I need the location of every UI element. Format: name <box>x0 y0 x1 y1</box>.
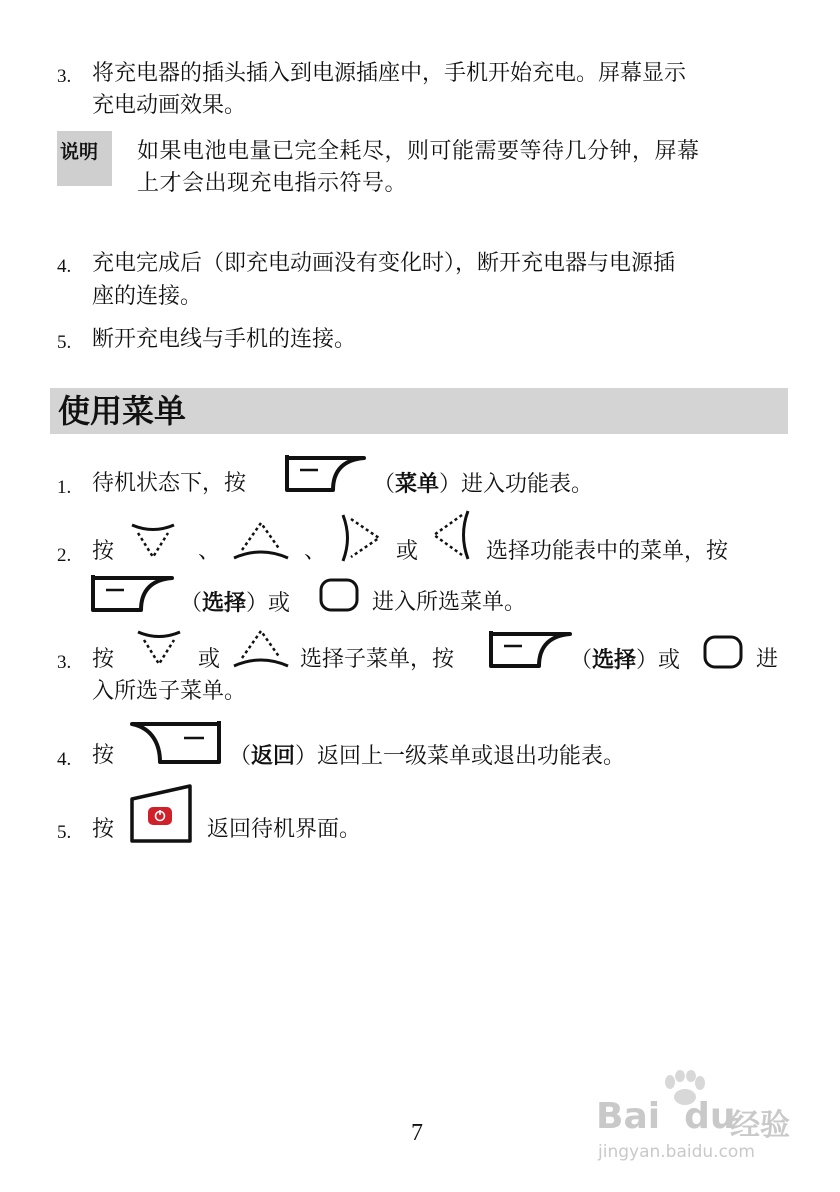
watermark-brand: Bai du <box>596 1096 736 1137</box>
step-text: 按 <box>92 817 115 842</box>
step-number: 3. <box>57 66 72 87</box>
step-text: 返回待机界面。 <box>207 817 362 842</box>
key-name: 菜单 <box>395 471 440 497</box>
step-text: 按 <box>92 539 115 564</box>
end-call-key-icon <box>128 783 194 845</box>
step-number: 3. <box>57 652 72 673</box>
left-soft-key-icon <box>90 572 174 616</box>
nav-up-key-icon <box>232 520 290 562</box>
nav-right-key-icon <box>337 513 383 563</box>
nav-down-key-icon <box>136 628 182 668</box>
key-name: 选择 <box>202 590 247 616</box>
step-text: （选择）或 <box>180 590 291 616</box>
step-text: （返回）返回上一级菜单或退出功能表。 <box>229 743 626 769</box>
separator: 、 <box>304 539 327 564</box>
step-text: 断开充电线与手机的连接。 <box>92 327 357 352</box>
step-text: 进入所选菜单。 <box>372 590 527 615</box>
note-text: 上才会出现充电指示符号。 <box>137 171 408 196</box>
key-name: 返回 <box>251 743 296 769</box>
key-name: 选择 <box>592 647 637 673</box>
step-number: 4. <box>57 749 72 770</box>
nav-up-key-icon <box>232 628 290 670</box>
step-text: 充电动画效果。 <box>92 93 247 118</box>
step-text: 选择功能表中的菜单，按 <box>486 539 729 564</box>
step-text: （菜单）进入功能表。 <box>373 471 594 497</box>
watermark <box>590 1070 820 1170</box>
step-text: 充电完成后（即充电动画没有变化时），断开充电器与电源插 <box>92 251 676 276</box>
ok-key-icon <box>318 577 360 613</box>
step-number: 2. <box>57 545 72 566</box>
left-soft-key-icon <box>488 628 572 672</box>
section-title: 使用菜单 <box>58 392 187 430</box>
step-text: 入所选子菜单。 <box>92 679 247 704</box>
step-text: 按 <box>92 743 115 768</box>
watermark-url: jingyan.baidu.com <box>598 1142 755 1162</box>
nav-down-key-icon <box>130 521 176 561</box>
step-number: 5. <box>57 822 72 843</box>
step-text: 按 <box>92 647 115 672</box>
step-text: （选择）或 <box>570 647 681 673</box>
right-soft-key-icon <box>130 718 222 768</box>
page-number: 7 <box>411 1120 423 1146</box>
note-label: 说明 <box>60 141 99 163</box>
section-header <box>50 388 788 434</box>
step-text: 将充电器的插头插入到电源插座中，手机开始充电。屏幕显示 <box>92 61 687 86</box>
separator: 、 <box>198 539 221 564</box>
or-text: 或 <box>396 539 419 564</box>
note-text: 如果电池电量已完全耗尽，则可能需要等待几分钟，屏幕 <box>137 139 700 164</box>
step-text: 选择子菜单，按 <box>300 647 455 672</box>
nav-left-key-icon <box>430 509 476 561</box>
step-number: 5. <box>57 332 72 353</box>
step-number: 4. <box>57 256 72 277</box>
step-text: 待机状态下，按 <box>92 471 247 496</box>
note-label-box <box>57 131 112 186</box>
ok-key-icon <box>702 634 744 670</box>
step-number: 1. <box>57 477 72 498</box>
left-soft-key-icon <box>284 452 366 500</box>
step-text: 座的连接。 <box>92 284 203 309</box>
or-text: 或 <box>198 647 221 672</box>
watermark-cn: 经验 <box>730 1108 790 1143</box>
step-text: 进 <box>756 647 779 672</box>
